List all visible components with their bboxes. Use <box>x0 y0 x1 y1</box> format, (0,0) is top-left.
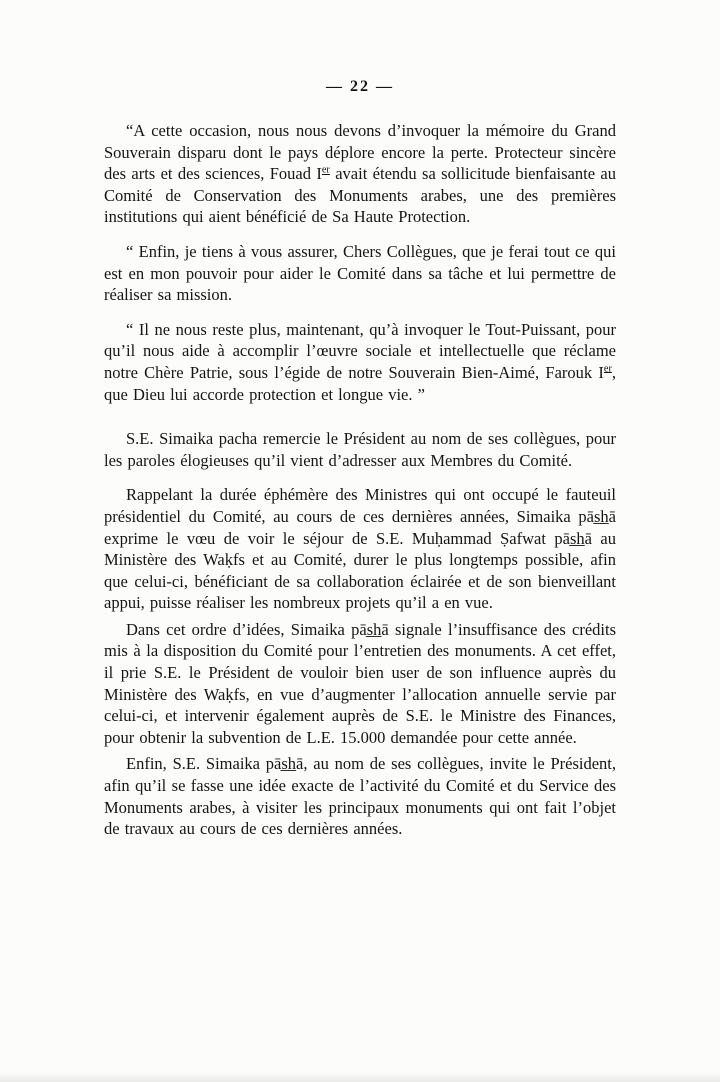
paragraph: “ Enfin, je tiens à vous assurer, Chers Collègues, que je ferai tout ce qui est en mon pouvoir pour aider le Comité dans sa tâche et lui permettre de réaliser sa mission. <box>104 241 616 305</box>
paragraph: Enfin, S.E. Simaika pās̲h̲ā, au nom de ses collègues, invite le Président, afin qu’il se fasse une idée exacte de l’activité du Comité et du Service des Monuments arabes, à visiter les principaux monuments qui ont fait l’objet de travaux au cours de ces dernières années. <box>104 754 616 839</box>
paragraph: Dans cet ordre d’idées, Simaika pās̲h̲ā signale l’insuffisance des crédits mis à la disposition du Comité pour l’entretien des monuments. A cet effet, il prie S.E. le Président de vouloir bien user de son influence auprès du Ministère des Waḳfs, en vue d’augmenter l’allocation annuelle servie par celui-ci, et intervenir également auprès de S.E. le Ministre des Finances, pour obtenir la subvention de L.E. 15.000 demandée pour cette année. <box>104 619 616 747</box>
paragraph: “A cette occasion, nous nous devons d’invoquer la mémoire du Grand Souverain disparu dont le pays déplore encore la perte. Protecteur sincère des arts et des sciences, Fouad Ier avait étendu sa sollicitude bienfaisante au Comité de Conservation des Monuments arabes, une des premières institutions qui aient bénéficié de Sa Haute Protection. <box>104 121 616 227</box>
paragraph: “ Il ne nous reste plus, maintenant, qu’à invoquer le Tout-Puissant, pour qu’il nous aide à accomplir l’œuvre sociale et intellectuelle que réclame notre Chère Patrie, sous l’égide de notre Souverain Bien-Aimé, Farouk Ier, que Dieu lui accorde protection et longue vie. ” <box>104 319 616 404</box>
paragraph: S.E. Simaika pacha remercie le Président au nom de ses collègues, pour les paroles élogieuses qu’il vient d’adresser aux Membres du Comité. <box>104 429 616 470</box>
page-number: — 22 — <box>326 78 394 95</box>
ordinal-superscript: er <box>321 164 330 176</box>
page-content <box>104 120 616 840</box>
ordinal-superscript: er <box>603 363 612 375</box>
paragraph: Rappelant la durée éphémère des Ministres qui ont occupé le fauteuil présidentiel du Comité, au cours de ces dernières années, Simaika pās̲h̲ā exprime le vœu de voir le séjour de S.E. Muḥammad Ṣafwat pās̲h̲ā au Ministère des Waḳfs et au Comité, durer le plus longtemps possible, afin que celui-ci, bénéficiant de sa collaboration éclairée et de son bienveillant appui, puisse réaliser les nombreux projets qu’il a en vue. <box>104 485 616 613</box>
